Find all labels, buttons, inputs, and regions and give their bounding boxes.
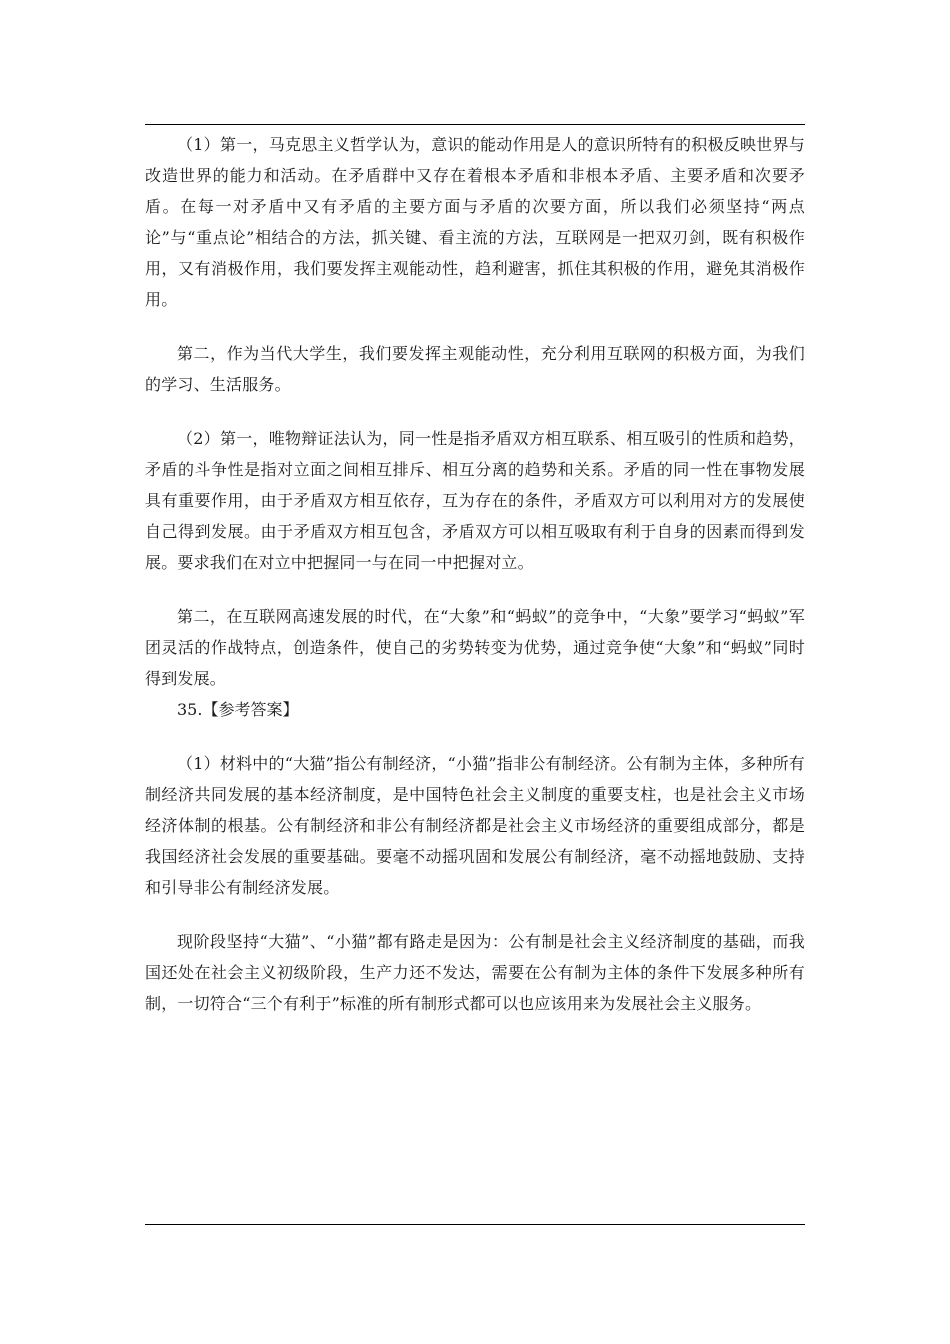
paragraph-philosophy-part1-first: （1）第一，马克思主义哲学认为，意识的能动作用是人的意识所特有的积极反映世界与改造世界的能力和活动。在矛盾群中又存在着根本矛盾和非根本矛盾、主要矛盾和次要矛盾。在每一对矛盾中又有矛盾的主要方面与矛盾的次要方面，所以我们必须坚持“两点论”与“重点论”相结合的方法，抓关键、看主流的方法，互联网是一把双刃剑，既有积极作用，又有消极作用，我们要发挥主观能动性，趋利避害，抓住其积极的作用，避免其消极作用。 (145, 135, 805, 309)
paragraph-philosophy-part1-second: 第二，作为当代大学生，我们要发挥主观能动性，充分利用互联网的积极方面，为我们的学习、生活服务。 (145, 344, 805, 394)
paragraph-economics-part1: （1）材料中的“大猫”指公有制经济，“小猫”指非公有制经济。公有制为主体，多种所有制经济共同发展的基本经济制度，是中国特色社会主义制度的重要支柱，也是社会主义市场经济体制的根基。公有制经济和非公有制经济都是社会主义市场经济的重要组成部分，都是我国经济社会发展的重要基础。要毫不动摇巩固和发展公有制经济，毫不动摇地鼓励、支持和引导非公有制经济发展。 (145, 754, 805, 897)
answer-heading-35: 35.【参考答案】 (177, 700, 299, 719)
document-body (145, 129, 805, 1019)
paragraph-economics-reason: 现阶段坚持“大猫”、“小猫”都有路走是因为：公有制是社会主义经济制度的基础，而我国还处在社会主义初级阶段，生产力还不发达，需要在公有制为主体的条件下发展多种所有制，一切符合“三个有利于”标准的所有制形式都可以也应该用来为发展社会主义服务。 (145, 932, 805, 1013)
header-rule (145, 124, 805, 125)
paragraph-philosophy-part2-first: （2）第一，唯物辩证法认为，同一性是指矛盾双方相互联系、相互吸引的性质和趋势，矛盾的斗争性是指对立面之间相互排斥、相互分离的趋势和关系。矛盾的同一性在事物发展具有重要作用，由于矛盾双方相互依存，互为存在的条件，矛盾双方可以利用对方的发展使自己得到发展。由于矛盾双方相互包含，矛盾双方可以相互吸取有利于自身的因素而得到发展。要求我们在对立中把握同一与在同一中把握对立。 (145, 429, 805, 572)
paragraph-philosophy-part2-second: 第二，在互联网高速发展的时代，在“大象”和“蚂蚁”的竞争中，“大象”要学习“蚂蚁”军团灵活的作战特点，创造条件，使自己的劣势转变为优势，通过竞争使“大象”和“蚂蚁”同时得到发展。 (145, 607, 805, 688)
footer-rule (145, 1224, 805, 1225)
